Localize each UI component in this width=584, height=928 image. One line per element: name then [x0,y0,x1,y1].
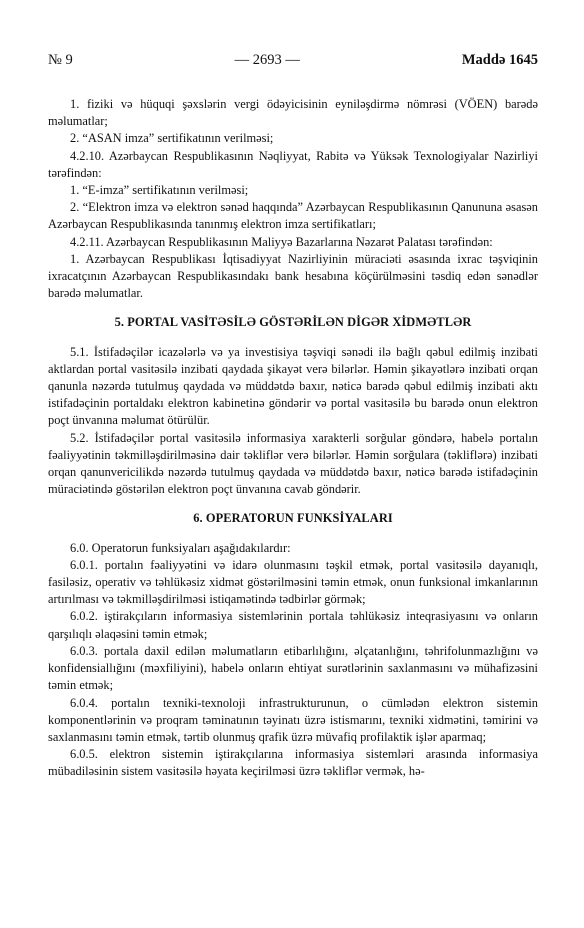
paragraph: 6.0.1. portalın fəaliyyətini və idarə olunmasını təşkil etmək, portal vasitəsilə dayanıqlı, fasiləsiz, operativ və təhlükəsiz xidmət göstərilməsini təmin etmək, onun funksional imkanlarının artırılması və təkmilləşdirilməsi istiqamətində tədbirlər görmək; [48,557,538,607]
section-heading: 5. PORTAL VASİTƏSİLƏ GÖSTƏRİLƏN DİGƏR XİDMƏTLƏR [114,315,472,330]
paragraph: 4.2.11. Azərbaycan Respublikasının Maliyyə Bazarlarına Nəzarət Palatası tərəfindən: [70,234,493,249]
paragraph: 5.1. İstifadəçilər icazələrlə və ya investisiya təşviqi sənədi ilə bağlı qəbul edilmiş inzibati aktlardan portal vasitəsilə inzibati qaydada şikayət verə bilərlər. Həmin şikayətlərə inzibati orqan qanunla nəzərdə tutulmuş qaydada və müddətdə baxır, nəticə barədə qəbul edilmiş inzibati aktı istifadəçinin portaldakı elektron kabinetinə göndərir və portal vasitəsilə bu barədə onun elektron poçt ünvanına məlumat ötürülür. [48,344,538,428]
paragraph: 1. “E-imza” sertifikatının verilməsi; [70,183,249,198]
page-number: — 2693 — [234,52,300,68]
paragraph: 2. “Elektron imza və elektron sənəd haqqında” Azərbaycan Respublikasının Qanununa əsasən Azərbaycan Respublikasında tanınmış elektron imza sertifikatları; [48,200,538,232]
paragraph: 5.2. İstifadəçilər portal vasitəsilə informasiya xarakterli sorğular göndərə, habelə portalın fəaliyyətinin təkmilləşdirilməsinə dair təkliflər verə bilərlər. Həmin sorğulara (təkliflərə) inzibati orqan qanunvericilikdə nəzərdə tutulmuş qaydada və müddətdə baxır, nəticə barədə istifadəçinin müraciətində göstərilən elektron poçt ünvanına cavab göndərir. [48,430,538,497]
article-number: Maddə 1645 [461,52,538,68]
paragraph: 4.2.10. Azərbaycan Respublikasının Nəqliyyat, Rabitə və Yüksək Texnologiyalar Nazirliyi tərəfindən: [48,148,538,180]
paragraph: 1. fiziki və hüquqi şəxslərin vergi ödəyicisinin eyniləşdirmə nömrəsi (VÖEN) barədə məlumatlar; [48,97,538,129]
paragraph: 6.0. Operatorun funksiyaları aşağıdakılardır: [70,540,291,555]
page-header [48,52,538,74]
paragraph: 6.0.2. iştirakçıların informasiya sistemlərinin portala təhlükəsiz inteqrasiyasını və onların qarşılıqlı əlaqəsini təmin etmək; [48,609,538,641]
document-body [48,96,538,781]
paragraph: 1. Azərbaycan Respublikası İqtisadiyyat Nazirliyinin müraciəti əsasında ixrac təşviqinin ixracatçının Azərbaycan Respublikasındakı bank hesabına köçürülməsini təsdiq edən sənədlər barədə məlumatlar. [48,251,538,301]
paragraph: 6.0.3. portala daxil edilən məlumatların etibarlılığını, əlçatanlığını, təhrifolunmazlığını və konfidensiallığını (məxfiliyini), habelə onların ehtiyat surətlərinin saxlanmasını və mühafizəsini təmin etmək; [48,643,538,693]
document-page [48,52,538,781]
section-heading: 6. OPERATORUN FUNKSİYALARI [193,511,393,526]
issue-number: № 9 [48,52,73,68]
paragraph: 6.0.4. portalın texniki-texnoloji infrastrukturunun, o cümlədən elektron sistemin komponentlərinin və proqram təminatının təyinatı üzrə istismarını, texniki xidmətini, təmirini və saxlanmasını təmin etmək, tərtib olunmuş qrafik üzrə müvafiq profilaktik işlər aparmaq; [48,695,538,744]
paragraph: 6.0.5. elektron sistemin iştirakçılarına informasiya sistemləri arasında informasiya mübadiləsinin sistem vasitəsilə həyata keçirilməsi üzrə təkliflər vermək, hə- [48,747,538,779]
paragraph: 2. “ASAN imza” sertifikatının verilməsi; [70,131,274,146]
